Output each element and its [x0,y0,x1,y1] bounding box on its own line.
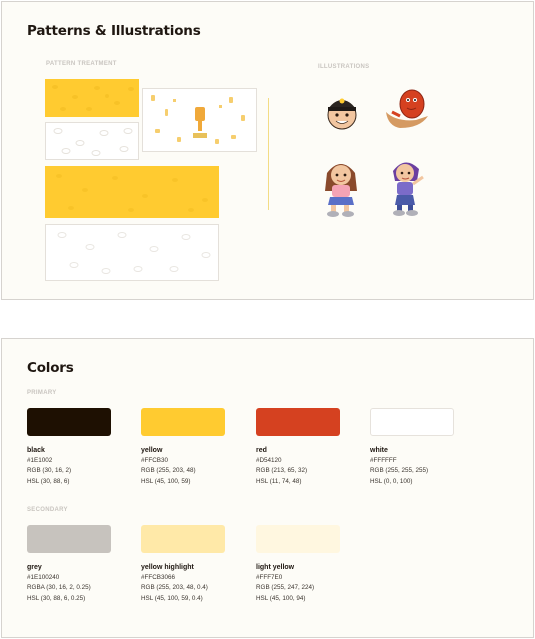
pattern-texture [46,123,138,159]
color-rgb: RGB (255, 255, 255) [370,467,429,474]
white-pattern-tile-large [45,224,219,281]
color-name: black [27,447,45,454]
color-rgb: RGBA (30, 16, 2, 0.25) [27,584,91,591]
color-hsl: HSL (45, 100, 94) [256,595,306,602]
swatch-yellow-highlight [141,525,225,553]
color-hex: #D54120 [256,457,282,464]
pattern-treatment-label: PATTERN TREATMENT [46,61,117,67]
color-rgb: RGB (30, 16, 2) [27,467,72,474]
color-hex: #1E100240 [27,574,60,581]
branded-pattern-tile [142,88,257,152]
color-hsl: HSL (45, 100, 59, 0.4) [141,595,203,602]
color-rgb: RGB (255, 203, 48) [141,467,196,474]
patterns-illustrations-card [1,1,534,300]
pattern-texture [45,166,219,218]
color-name: yellow [141,447,163,454]
color-hsl: HSL (0, 0, 100) [370,478,413,485]
color-hsl: HSL (30, 88, 6) [27,478,70,485]
girl-character-icon [315,157,365,219]
color-hsl: HSL (11, 74, 48) [256,478,302,485]
color-name: red [256,447,267,454]
color-hex: #FFFFFF [370,457,397,464]
colors-card [1,338,534,638]
swatch-red [256,408,340,436]
color-name: grey [27,564,42,571]
color-hsl: HSL (30, 88, 6, 0.25) [27,595,86,602]
color-name: white [370,447,388,454]
section-divider [268,98,269,210]
color-rgb: RGB (213, 65, 32) [256,467,308,474]
patterns-section-title: Patterns & Illustrations [27,23,201,39]
purple-girl-character-icon [383,157,433,219]
pattern-texture [45,79,139,117]
colors-section-title: Colors [27,360,74,376]
white-pattern-tile-small [45,122,139,160]
color-name: yellow highlight [141,564,194,571]
swatch-light-yellow [256,525,340,553]
illustrations-label: ILLUSTRATIONS [318,64,370,70]
icon-pattern [143,89,256,151]
pattern-texture [46,225,218,280]
cap-boy-avatar-icon [317,87,367,149]
color-rgb: RGB (255, 203, 48, 0.4) [141,584,208,591]
yellow-pattern-tile-large [45,166,219,218]
secondary-label: SECONDARY [27,507,68,513]
color-hsl: HSL (45, 100, 59) [141,478,191,485]
color-hex: #1E1002 [27,457,53,464]
swatch-grey [27,525,111,553]
red-hotdog-mascot-icon [380,82,430,144]
yellow-pattern-tile-small [45,79,139,117]
swatch-black [27,408,111,436]
color-hex: #FFCB30 [141,457,168,464]
color-hex: #FFCB3066 [141,574,175,581]
swatch-yellow [141,408,225,436]
color-name: light yellow [256,564,295,571]
color-rgb: RGB (255, 247, 224) [256,584,315,591]
primary-label: PRIMARY [27,390,57,396]
swatch-white [370,408,454,436]
color-hex: #FFF7E0 [256,574,283,581]
